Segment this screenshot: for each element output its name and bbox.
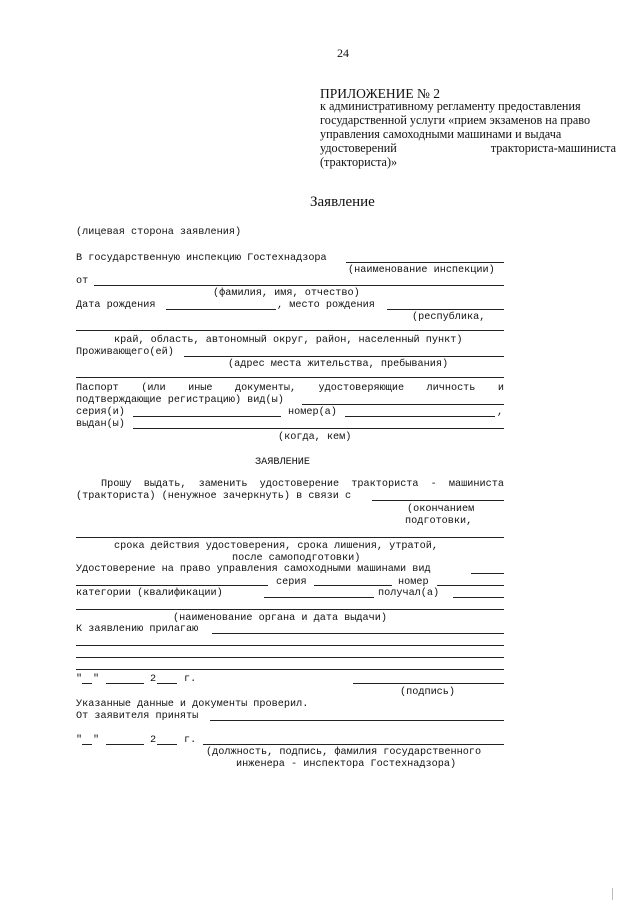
request-word: удостоверение [259, 479, 340, 490]
signature-field[interactable] [353, 683, 504, 684]
year-field[interactable] [157, 683, 177, 684]
request-line-2: (тракториста) (ненужное зачеркнуть) в связи с [76, 491, 352, 502]
license-series-field[interactable] [314, 585, 392, 586]
inspector-hint-1: (должность, подпись, фамилия государственного [206, 747, 482, 758]
appendix-line: удостоверений тракториста-машиниста [320, 141, 616, 155]
attachments-field-4[interactable] [76, 669, 504, 670]
checked-text: Указанные данные и документы проверил. [76, 699, 309, 710]
license-type-field-2[interactable] [76, 585, 268, 586]
side-note: (лицевая сторона заявления) [76, 227, 242, 238]
appendix-title: ПРИЛОЖЕНИЕ № 2 [320, 86, 441, 101]
license-number-field[interactable] [437, 585, 504, 586]
year-prefix-2: 2 [150, 735, 157, 746]
attachments-field-2[interactable] [76, 645, 504, 646]
accepted-by-field[interactable] [210, 720, 504, 721]
reason-field-2[interactable] [76, 537, 504, 538]
number-label: номер(а) [288, 407, 337, 418]
birth-date-field[interactable] [166, 309, 276, 310]
date-quote-close: " [93, 674, 100, 685]
request-word: заменить [198, 479, 248, 490]
attachments-field-3[interactable] [76, 657, 504, 658]
document-title: Заявление [310, 194, 375, 210]
date-quote-open-2: " [76, 735, 83, 746]
date-quote-open: " [76, 674, 83, 685]
number2-label: номер [398, 577, 429, 588]
inspection-hint: (наименование инспекции) [348, 265, 495, 276]
year-field-2[interactable] [157, 744, 177, 745]
received-field[interactable] [453, 597, 504, 598]
issued-hint: (когда, кем) [278, 432, 352, 443]
reason-hint-3: срока действия удостоверения, срока лишения, утратой, [114, 541, 439, 552]
day-field-2[interactable] [82, 744, 92, 745]
appendix-line: государственной услуги «прием экзаменов на право [320, 113, 591, 127]
request-word: Прошу [101, 479, 132, 490]
document-type-field[interactable] [302, 404, 504, 405]
signature-hint: (подпись) [400, 687, 456, 698]
residing-label: Проживающего(ей) [76, 347, 174, 358]
number-field[interactable] [345, 416, 495, 417]
address-field[interactable] [184, 356, 504, 357]
passport-word: иные [188, 383, 213, 394]
attachments-field[interactable] [212, 633, 504, 634]
appendix-line: (тракториста)» [320, 155, 398, 169]
appendix-line: управления самоходными машинами и выдача [320, 127, 562, 141]
organ-field[interactable] [76, 609, 504, 610]
accepted-label: От заявителя приняты [76, 711, 199, 722]
series2-label: серия [276, 577, 307, 588]
passport-word: Паспорт [76, 383, 119, 394]
categories-label: категории (квалификации) [76, 588, 223, 599]
inspector-hint-2: инженера - инспектора Гостехнадзора) [236, 759, 457, 770]
month-field-2[interactable] [106, 744, 144, 745]
categories-field[interactable] [264, 597, 374, 598]
year-prefix: 2 [150, 674, 157, 685]
birth-place-label: , место рождения [277, 300, 375, 311]
request-word: машиниста [448, 479, 504, 490]
section-title: ЗАЯВЛЕНИЕ [255, 457, 311, 468]
request-word: - [430, 479, 437, 490]
republic-hint: (республика, [412, 312, 486, 323]
received-label: получал(а) [378, 588, 440, 599]
series-label: серия(и) [76, 407, 125, 418]
inspector-field[interactable] [203, 744, 504, 745]
address-hint: (адрес места жительства, пребывания) [228, 359, 449, 370]
year-suffix-2: г. [184, 735, 197, 746]
to-label: В государственную инспекцию Гостехнадзора [76, 253, 327, 264]
request-word: тракториста [351, 479, 419, 490]
license-label: Удостоверение на право управления самоходными машинами вид [76, 564, 431, 575]
month-field[interactable] [106, 683, 144, 684]
scan-artifact [598, 888, 613, 900]
series-field[interactable] [133, 416, 281, 417]
reason-hint-1: (окончанием [407, 504, 475, 515]
from-label: от [76, 276, 89, 287]
license-type-field[interactable] [471, 573, 504, 574]
birth-place-field[interactable] [387, 309, 504, 310]
address-field-2[interactable] [76, 377, 504, 378]
passport-word: и [497, 383, 504, 394]
birth-date-label: Дата рождения [76, 300, 156, 311]
fio-hint: (фамилия, имя, отчество) [213, 288, 360, 299]
issued-label: выдан(ы) [76, 419, 125, 430]
issued-field[interactable] [133, 428, 504, 429]
appendix-text [320, 99, 616, 169]
day-field[interactable] [82, 683, 92, 684]
registration-label: подтверждающие регистрацию) вид(ы) [76, 395, 284, 406]
passport-word: (или [141, 383, 166, 394]
date-quote-close-2: " [93, 735, 100, 746]
reason-hint-2: подготовки, [405, 516, 473, 527]
fio-field[interactable] [94, 285, 504, 286]
year-suffix: г. [184, 674, 197, 685]
reason-hint-4: после самоподготовки) [232, 553, 361, 564]
passport-word: документы, [234, 383, 297, 394]
passport-word: удостоверяющие [318, 383, 405, 394]
request-word: выдать, [143, 479, 187, 490]
page-number: 24 [337, 46, 349, 60]
region-hint: край, область, автономный округ, район, населенный пункт) [114, 335, 463, 346]
birth-place-field-2[interactable] [76, 330, 504, 331]
attach-label: К заявлению прилагаю [76, 624, 199, 635]
passport-word: личность [426, 383, 476, 394]
appendix-line: к административному регламенту предоставления [320, 99, 581, 113]
organ-hint: (наименование органа и дата выдачи) [173, 613, 387, 624]
reason-field[interactable] [372, 500, 504, 501]
comma: , [497, 407, 504, 418]
inspection-field[interactable] [346, 262, 504, 263]
